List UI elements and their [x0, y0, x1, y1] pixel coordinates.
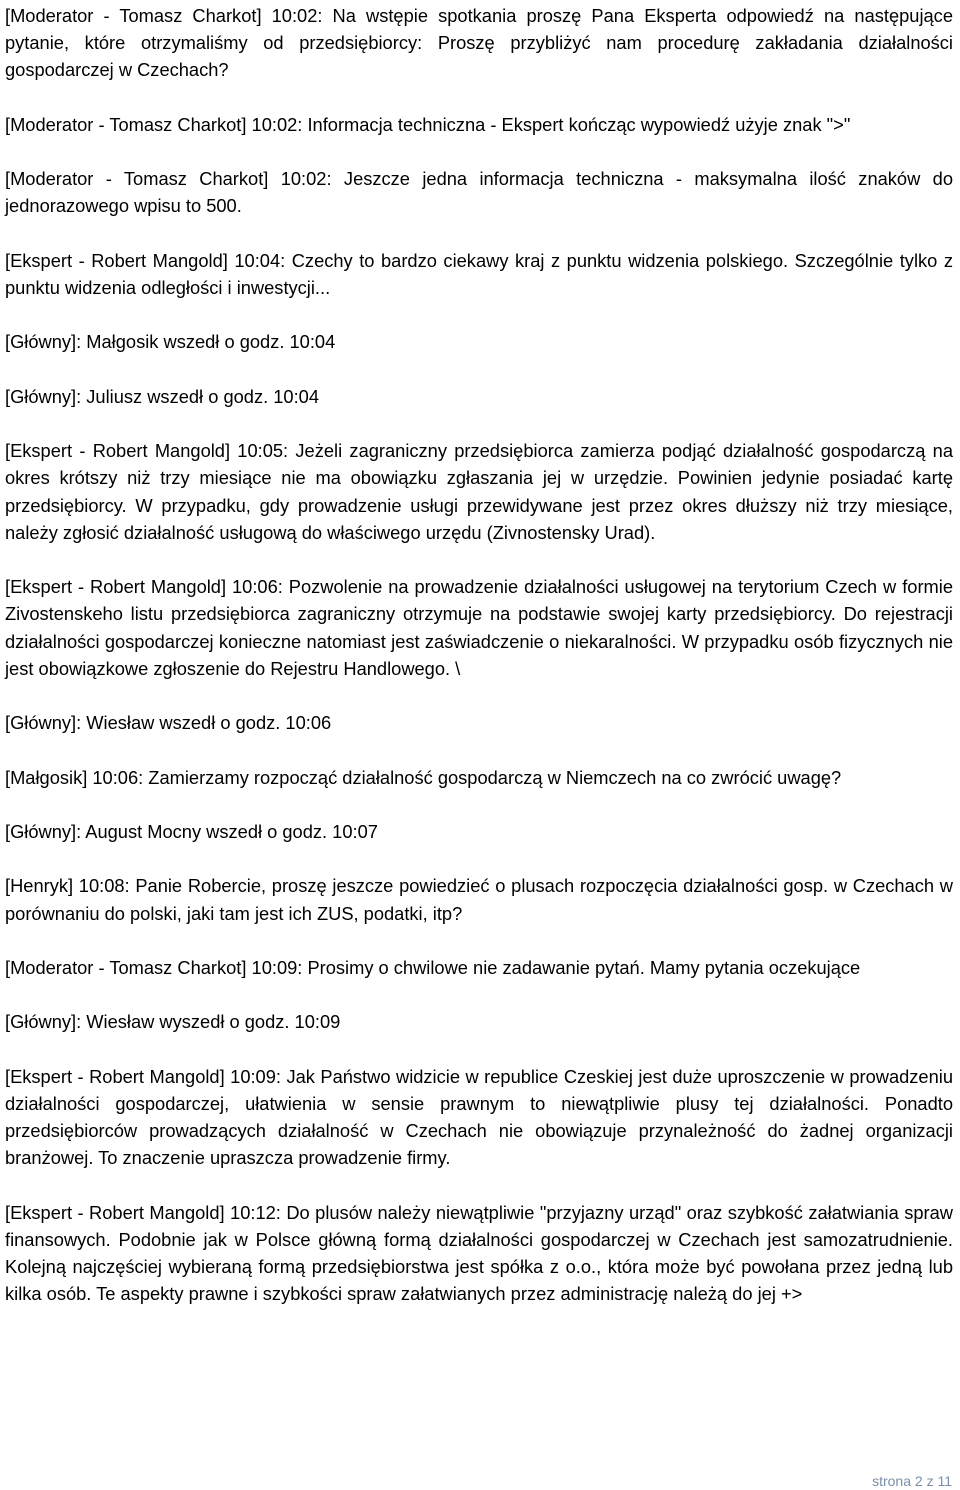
transcript-entry: [Henryk] 10:08: Panie Robercie, proszę jeszcze powiedzieć o plusach rozpoczęcia działalności gosp. w Czechach w porównaniu do polski, jaki tam jest ich ZUS, podatki, itp?: [5, 875, 953, 924]
transcript-entry: [Główny]: August Mocny wszedł o godz. 10:07: [5, 820, 378, 842]
transcript-entry: [Moderator - Tomasz Charkot] 10:02: Na wstępie spotkania proszę Pana Eksperta odpowiedź na następujące pytanie, które otrzymaliśmy od przedsiębiorcy: Proszę przybliżyć nam procedurę zakładania działalności gospodarczej w Czechach?: [5, 5, 953, 81]
transcript-entry: [Ekspert - Robert Mangold] 10:04: Czechy to bardzo ciekawy kraj z punktu widzenia polskiego. Szczególnie tylko z punktu widzenia odległości i inwestycji...: [5, 249, 953, 298]
transcript-entry: [Ekspert - Robert Mangold] 10:09: Jak Państwo widzicie w republice Czeskiej jest duże uproszczenie w prowadzeniu działalności gospodarczej, ułatwienia w sensie prawnym to niewątpliwie plusy tej działalności. Ponadto przedsiębiorców prowadzących działalność w Czechach nie obowiązuje przynależność do żadnej organizacji branżowej. To znaczenie upraszcza prowadzenie firmy.: [5, 1065, 953, 1169]
transcript-entry: [Ekspert - Robert Mangold] 10:12: Do plusów należy niewątpliwie "przyjazny urząd" oraz szybkość załatwiania spraw finansowych. Podobnie jak w Polsce główną formą działalności gospodarczej w Czechach jest samozatrudnienie. Kolejną najczęściej wybieraną formą przedsiębiorstwa jest spółka z o.o., która może być powołana przez jedną lub kilka osób. Te aspekty prawne i szybkości spraw załatwianych przez administrację należą do jej +>: [5, 1201, 953, 1305]
transcript-entry: [Główny]: Małgosik wszedł o godz. 10:04: [5, 331, 336, 353]
transcript-entry: [Główny]: Juliusz wszedł o godz. 10:04: [5, 385, 319, 407]
transcript-entry: [Małgosik] 10:06: Zamierzamy rozpocząć działalność gospodarczą w Niemczech na co zwrócić uwagę?: [5, 766, 842, 788]
transcript-entry: [Moderator - Tomasz Charkot] 10:02: Informacja techniczna - Ekspert kończąc wypowiedź użyje znak ">": [5, 113, 851, 135]
transcript-entry: [Główny]: Wiesław wszedł o godz. 10:06: [5, 712, 332, 734]
transcript-entry: [Moderator - Tomasz Charkot] 10:02: Jeszcze jedna informacja techniczna - maksymalna ilość znaków do jednorazowego wpisu to 500.: [5, 168, 953, 217]
transcript-entry: [Ekspert - Robert Mangold] 10:05: Jeżeli zagraniczny przedsiębiorca zamierza podjąć działalność gospodarczą na okres krótszy niż trzy miesiące nie ma obowiązku zgłaszania jej w urzędzie. Powinien jedynie posiadać kartę przedsiębiorcy. W przypadku, gdy prowadzenie usługi przewidywane jest przez okres dłuższy niż trzy miesiące, należy zgłosić działalność usługową do właściwego urzędu (Zivnostensky Urad).: [5, 440, 953, 543]
transcript: [5, 0, 953, 1335]
transcript-entry: [Ekspert - Robert Mangold] 10:06: Pozwolenie na prowadzenie działalności usługowej na terytorium Czech w formie Zivostenskeho listu przedsiębiorca zagraniczny otrzymuje na podstawie swojej karty przedsiębiorcy. Do rejestracji działalności gospodarczej konieczne natomiast jest zaświadczenie o niekaralności. W przypadku osób fizycznych nie jest obowiązkowe zgłoszenie do Rejestru Handlowego. \: [5, 576, 953, 679]
transcript-entry: [Główny]: Wiesław wyszedł o godz. 10:09: [5, 1011, 341, 1033]
page-number: strona 2 z 11: [872, 1473, 952, 1489]
transcript-entry: [Moderator - Tomasz Charkot] 10:09: Prosimy o chwilowe nie zadawanie pytań. Mamy pytania oczekujące: [5, 956, 861, 978]
